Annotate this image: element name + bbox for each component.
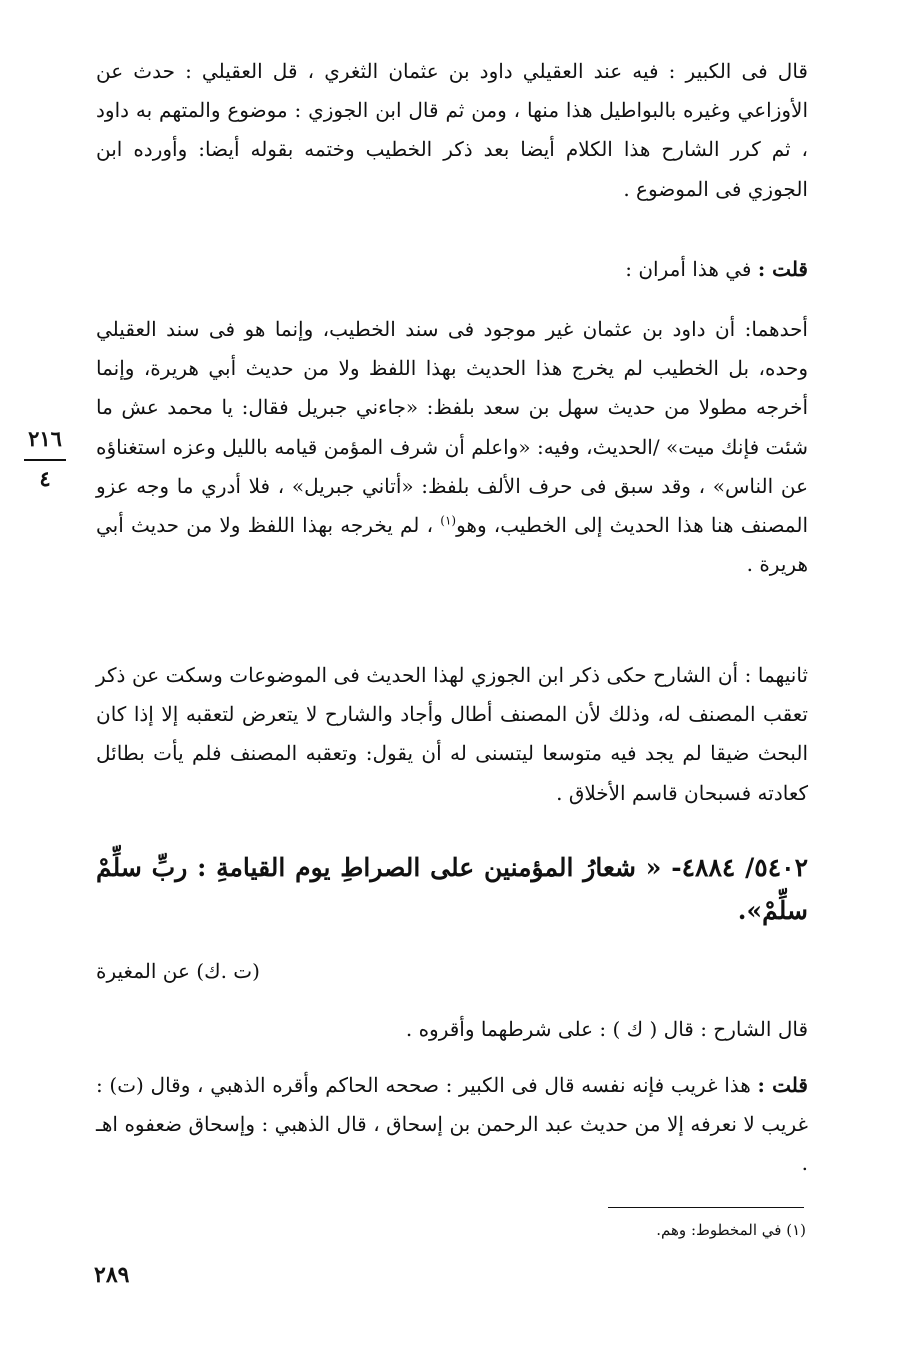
hadith-source-text: (ت .ك) عن المغيرة [96, 959, 260, 983]
qultu-label-2: قلت : [757, 1073, 808, 1097]
footnote: (١) في المخطوط: وهم. [656, 1221, 806, 1239]
footnote-separator [608, 1207, 804, 1208]
hadith-text: ٥٤٠٢/ ٤٨٨٤- « شعارُ المؤمنين على الصراطِ يوم القيامةِ : ربِّ سلِّمْ سلِّمْ». [96, 853, 808, 925]
paragraph-1 [96, 52, 808, 209]
paragraph-3 [96, 310, 808, 584]
paragraph-5 [96, 1010, 808, 1049]
margin-ref-bottom: ٤ [39, 466, 51, 491]
margin-ref-top: ٢١٦ [28, 426, 62, 451]
paragraph-3-end: ، لم يخرجه بهذا اللفظ ولا من حديث أبي هريرة . [96, 513, 808, 577]
paragraph-6-text: هذا غريب فإنه نفسه قال فى الكبير : صححه الحاكم وأقره الذهبي ، وقال (ت) : غريب لا نعرفه إلا من حديث عبد الرحمن بن إسحاق ، قال الذهبي : وإسحاق ضعفوه اهـ . [96, 1073, 808, 1176]
paragraph-3-text: أحدهما: أن داود بن عثمان غير موجود فى سند الخطيب، وإنما هو فى سند العقيلي وحده، بل الخطيب لم يخرج هذا الحديث بهذا اللفظ ولا من حديث أبي هريرة، وإنما أخرجه مطولا من حديث سهل بن سعد بلفظ: «جاءني جبريل فقال: يا محمد عش ما شئت فإنك ميت» /الحديث، وفيه: «واعلم أن شرف المؤمن قيامه بالليل وعزه استغناؤه عن الناس» ، وقد سبق فى حرف الألف بلفظ: «أتاني جبريل» ، فلا أدري ما وجه عزو المصنف هنا هذا الحديث إلى الخطيب، وهو [96, 317, 809, 538]
margin-ref-divider [24, 459, 66, 461]
paragraph-2-text: في هذا أمران : [625, 257, 758, 281]
paragraph-2 [96, 250, 808, 289]
paragraph-6 [96, 1066, 808, 1184]
qultu-label: قلت : [757, 257, 808, 281]
paragraph-5-text: قال الشارح : قال ( ك ) : على شرطهما وأقروه . [405, 1017, 808, 1041]
paragraph-4 [96, 656, 808, 813]
hadith-entry [96, 846, 808, 932]
margin-reference [18, 425, 72, 493]
paragraph-4-text: ثانيهما : أن الشارح حكى ذكر ابن الجوزي لهذا الحديث فى الموضوعات وسكت عن ذكر تعقب المصنف له، وذلك لأن المصنف أطال وأجاد والشارح لا يتعرض لتعقبه إلا إذا كان البحث ضيقا لم يجد فيه متوسعا ليتسنى له أن يقول: وتعقبه المصنف فلم يأت بطائل كعادته فسبحان قاسم الأخلاق . [96, 663, 808, 805]
footnote-ref: (١) [440, 513, 457, 528]
paragraph-1-text: قال فى الكبير : فيه عند العقيلي داود بن عثمان الثغري ، قل العقيلي : حدث عن الأوزاعي وغيره بالبواطيل هذا منها ، ومن ثم قال ابن الجوزي : موضوع والمتهم به داود ، ثم كرر الشارح هذا الكلام أيضا بعد ذكر الخطيب وختمه بقوله أيضا: وأورده ابن الجوزي فى الموضوع . [96, 59, 808, 201]
page-number: ٢٨٩ [94, 1262, 130, 1288]
hadith-source [96, 952, 808, 991]
